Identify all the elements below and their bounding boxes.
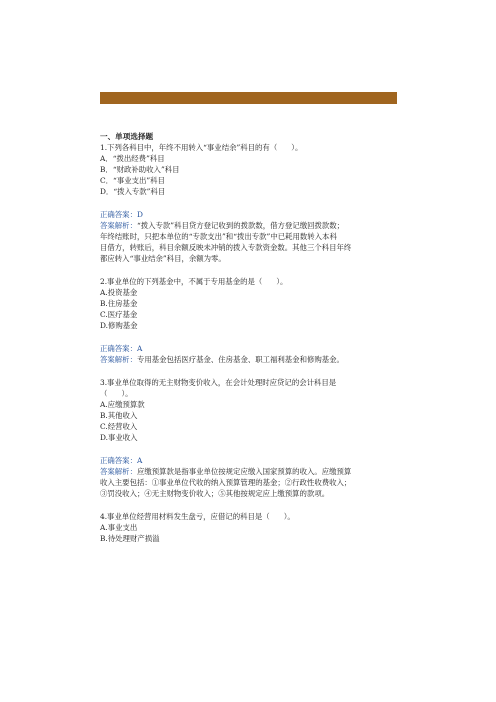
option-d: D.事业收入 bbox=[100, 433, 138, 442]
option-c: C.医疗基金 bbox=[100, 310, 138, 319]
option-b: B．“财政补助收入”科目 bbox=[100, 165, 180, 174]
correct-answer: 正确答案：D bbox=[100, 210, 143, 219]
analysis-label: 答案解析： bbox=[100, 467, 137, 476]
question-stem: 2.事业单位的下列基金中，不属于专用基金的是（ ）。 bbox=[100, 277, 288, 286]
option-d: D.修购基金 bbox=[100, 321, 138, 330]
question-4 bbox=[100, 511, 400, 544]
document-body bbox=[100, 131, 400, 544]
analysis-text: 应缴预算款是指事业单位按规定应缴入国家预算的收入。应缴预算 bbox=[136, 467, 352, 476]
option-a: A．“拨出经费”科目 bbox=[100, 154, 165, 163]
correct-answer: 正确答案：A bbox=[100, 456, 143, 465]
analysis-text: 目借方，转账后，科目余额反映未冲销的拨入专款资金数。其他三个科目年终 bbox=[100, 243, 352, 252]
analysis-label: 答案解析： bbox=[100, 221, 137, 230]
question-1 bbox=[100, 142, 400, 264]
analysis-text: 年终结账时，只把本单位的“专款支出”和“拨出专款”中已耗用数转入本科 bbox=[100, 232, 337, 241]
analysis-text: 都应转入“事业结余”科目，余额为零。 bbox=[100, 254, 226, 263]
section-title: 一、单项选择题 bbox=[100, 132, 154, 141]
option-b: B.待处理财产损溢 bbox=[100, 534, 160, 543]
question-stem: 1.下列各科目中，年终不用转入“事业结余”科目的有（ ）。 bbox=[100, 143, 303, 152]
question-stem-continued: （ ）。 bbox=[100, 389, 133, 398]
option-a: A.投资基金 bbox=[100, 288, 138, 297]
analysis-text: 专用基金包括医疗基金、住房基金、职工福利基金和修购基金。 bbox=[136, 355, 344, 364]
option-b: B.其他收入 bbox=[100, 411, 138, 420]
option-b: B.住房基金 bbox=[100, 299, 138, 308]
analysis-label: 答案解析： bbox=[100, 355, 137, 364]
question-2 bbox=[100, 276, 400, 365]
option-a: A.事业支出 bbox=[100, 523, 138, 532]
option-a: A.应缴预算款 bbox=[100, 400, 145, 409]
correct-answer: 正确答案：A bbox=[100, 344, 143, 353]
analysis-text: ③罚没收入；④无主财物变价收入；⑤其他按规定应上缴预算的款项。 bbox=[100, 489, 330, 498]
option-c: C．“事业支出”科目 bbox=[100, 176, 165, 185]
option-d: D．“拨入专款”科目 bbox=[100, 187, 166, 196]
header-color-bar bbox=[100, 92, 397, 104]
option-c: C.经营收入 bbox=[100, 422, 138, 431]
question-3 bbox=[100, 377, 400, 499]
analysis-text: “拨入专款”科目贷方登记收到的拨款数，借方登记缴回拨款数； bbox=[136, 221, 345, 230]
question-stem: 4.事业单位经营用材料发生盘亏，应借记的科目是（ ）。 bbox=[100, 512, 295, 521]
question-stem: 3.事业单位取得的无主财物变价收入，在会计处理时应贷记的会计科目是 bbox=[100, 378, 337, 387]
analysis-text: 收入主要包括：①事业单位代收的纳入预算管理的基金；②行政性收费收入； bbox=[100, 478, 352, 487]
